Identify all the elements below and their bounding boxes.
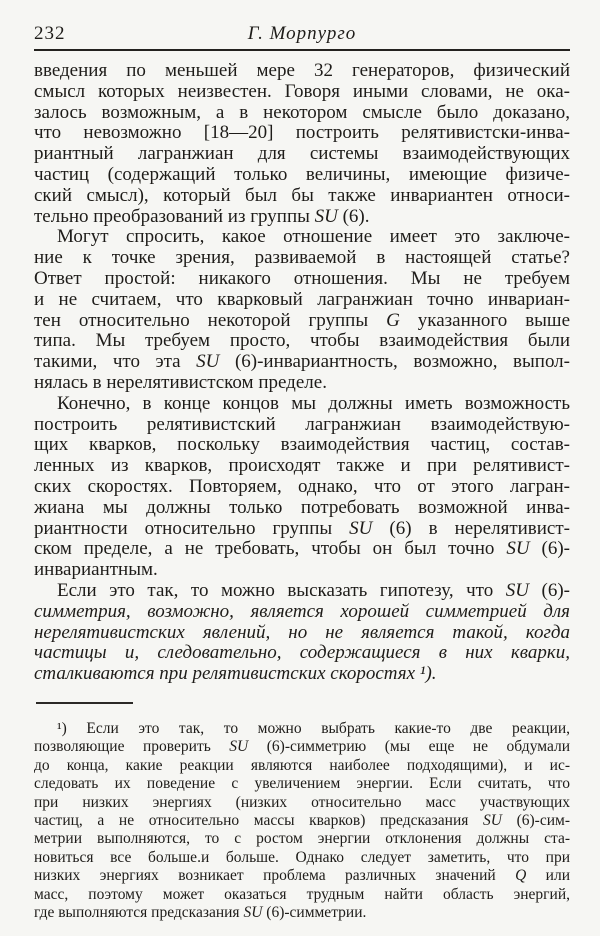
text-line: частиц, а не относительно массы кварков) предсказания SU (6)-сим- [34, 811, 570, 829]
text-line: низких энергиях возникает проблема различных значений Q или [34, 867, 571, 885]
footnote-separator [36, 702, 133, 704]
paragraph [34, 61, 570, 227]
running-head [34, 21, 570, 48]
text-line: ние к точке зрения, развиваемой в настоящей статье? [34, 247, 570, 269]
paragraph [34, 394, 570, 581]
text-line: сталкиваются при релятивистских скоростях ¹). [34, 663, 437, 685]
math-symbol: SU [229, 738, 249, 756]
text-line: щих кварков, поскольку взаимодействия частиц, состав- [34, 434, 570, 456]
text-line: тен относительно некоторой группы G указанного выше [34, 309, 571, 331]
text-line: новиться все больше.и больше. Однако следует заметить, что при [34, 848, 570, 866]
text-line: тельно преобразований из группы SU (6). [34, 205, 370, 227]
footnote-paragraph [34, 720, 570, 922]
text-line: частиц (содержащий только величины, имеющие физиче- [34, 163, 570, 185]
math-symbol: SU [506, 538, 530, 560]
text-line: введения по меньшей мере 32 генераторов, физический [34, 60, 570, 81]
math-symbol: SU [314, 205, 338, 227]
text-line: риантности относительно группы SU (6) в нерелятивист- [34, 517, 570, 539]
text-line: ¹) Если это так, то можно выбрать какие-то две реакции, [57, 719, 570, 737]
text-line: смысл которых неизвестен. Говоря иными словами, не ока- [34, 80, 570, 102]
math-symbol: SU [196, 351, 220, 373]
text-line: Если это так, то можно высказать гипотезу, что SU (6)- [57, 579, 570, 601]
text-line: ском пределе, а не требовать, чтобы он был точно SU (6)- [34, 538, 570, 560]
text-line: где выполняются предсказания SU (6)-симметрии. [34, 903, 367, 921]
math-symbol: SU [243, 903, 263, 921]
text-line: масс, поэтому может оказаться трудным найти область энергий, [34, 885, 570, 903]
text-line: жиана мы должны только потребовать возможной инва- [34, 496, 570, 518]
math-symbol: Q [515, 867, 527, 885]
paragraph [34, 581, 570, 685]
text-line: типа. Мы требуем просто, чтобы взаимодействия были [34, 330, 570, 352]
text-line: ский смысл), который был бы также инвариантен относи- [34, 184, 570, 206]
text-line: Ответ простой: никакого отношения. Мы не требуем [34, 267, 570, 289]
text-line: что невозможно [18—20] построить релятивистски-инва- [34, 122, 570, 144]
text-line: Могут спросить, какое отношение имеет это заключе- [57, 226, 570, 248]
page-number: 232 [34, 23, 66, 44]
text-line: построить релятивистский лагранжиан взаимодействую- [34, 413, 570, 435]
header-rule [34, 49, 570, 51]
text-line: инвариантным. [34, 559, 158, 581]
math-symbol: G [386, 309, 400, 331]
paragraph [34, 227, 570, 393]
math-symbol: SU [349, 517, 373, 539]
text-line: нялась в нерелятивистском пределе. [34, 371, 327, 393]
text-line: позволяющие проверить SU (6)-симметрию (мы еще не обдумали [34, 738, 570, 756]
text-line: ленных из кварков, происходят также и при релятивист- [34, 455, 570, 477]
text-line: риантный лагранжиан для системы взаимодействующих [34, 143, 570, 165]
text-line: следовать их поведение с увеличением энергии. Если считать, что [34, 775, 570, 793]
math-symbol: SU [505, 579, 529, 601]
text-line: при низких энергиях (низких относительно масс участвующих [34, 793, 570, 811]
body-text [34, 61, 570, 685]
text-line: ских скоростях. Повторяем, однако, что от этого лагран- [34, 475, 570, 497]
running-title: Г. Морпурго [247, 23, 357, 44]
text-line: залось возможным, а в некотором смысле было доказано, [34, 101, 570, 123]
text-line: симметрия, возможно, является хорошей симметрией для [34, 600, 570, 622]
text-line: до конца, какие реакции являются наиболее подходящими), и ис- [34, 756, 570, 774]
text-line: такими, что эта SU (6)-инвариантность, возможно, выпол- [34, 351, 570, 373]
math-symbol: SU [483, 811, 502, 829]
footnote [34, 720, 570, 922]
text-line: метрии выполняются, то с ростом энергии отклонения должны ста- [34, 830, 570, 848]
text-line: Конечно, в конце концов мы должны иметь возможность [57, 392, 570, 414]
text-line: нерелятивистских явлений, но не является такой, когда [34, 621, 570, 643]
text-line: и не считаем, что кварковый лагранжиан точно инвариан- [34, 288, 570, 310]
text-line: частицы и, следовательно, содержащиеся в них кварки, [34, 642, 570, 664]
